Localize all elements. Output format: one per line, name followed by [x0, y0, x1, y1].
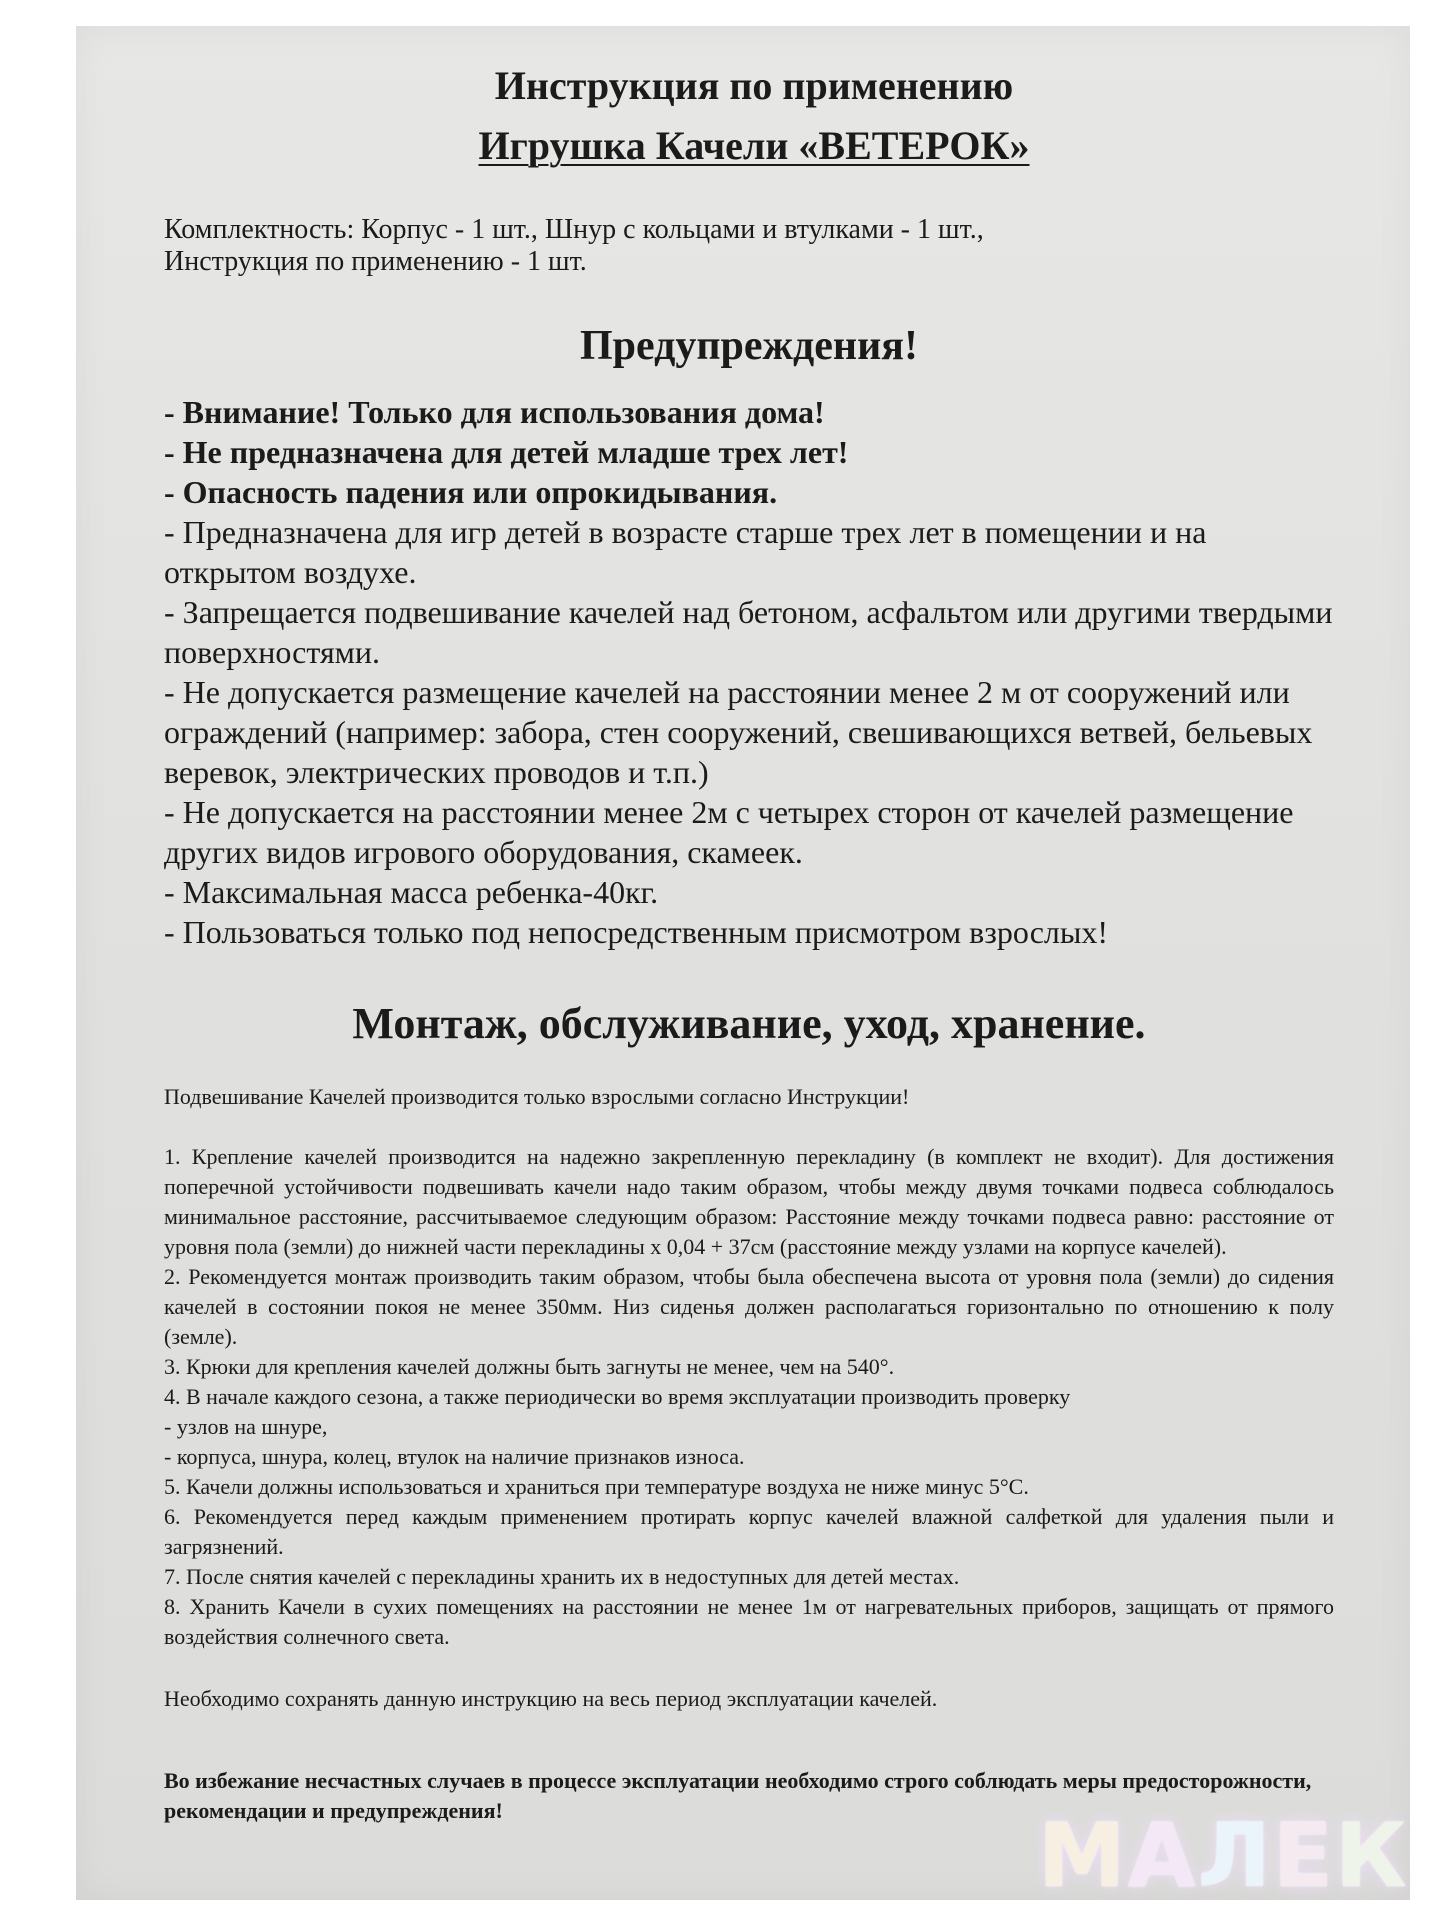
- warning-item: - Не предназначена для детей младше трех лет!: [164, 434, 849, 470]
- step-item: 8. Хранить Качели в сухих помещениях на расстоянии не менее 1м от нагревательных приборов, защищать от прямого воздействия солнечного света.: [164, 1594, 1334, 1649]
- warning-item: - Запрещается подвешивание качелей над бетоном, асфальтом или другими твердыми поверхностями.: [164, 594, 1333, 670]
- step-item: 7. После снятия качелей с перекладины хранить их в недоступных для детей местах.: [164, 1564, 960, 1589]
- warnings-heading: Предупреждения!: [579, 323, 918, 369]
- watermark-letter: М: [1038, 1804, 1128, 1907]
- step-item: 6. Рекомендуется перед каждым применением протирать корпус качелей влажной салфеткой для удаления пыли и загрязнений.: [164, 1504, 1334, 1559]
- warnings-list: [164, 392, 1334, 952]
- step-item: 1. Крепление качелей производится на надежно закрепленную перекладину (в комплект не входит). Для достижения поперечной устойчивости подвешивать качели надо таким образом, чтобы между двумя точками подвеса соблюдалось минимальное расстояние, рассчитываемое следующим образом: Расстояние между точками подвеса равно: расстояние от уровня пола (земли) до нижней части перекладины х 0,04 + 37см (расстояние между узлами на корпусе качелей).: [164, 1144, 1334, 1259]
- watermark-letter: А: [1127, 1804, 1198, 1907]
- watermark-letter: К: [1334, 1804, 1409, 1907]
- watermark-letter: Е: [1272, 1804, 1335, 1907]
- document-content: [164, 56, 1334, 1826]
- malek-watermark-logo: [1038, 1804, 1420, 1907]
- safety-note: Во избежание несчастных случаев в процессе эксплуатации необходимо строго соблюдать меры предосторожности, рекомендации и предупреждения!: [164, 1768, 1312, 1823]
- step-subitem: - корпуса, шнура, колец, втулок на наличие признаков износа.: [164, 1444, 745, 1469]
- watermark-letter: Л: [1197, 1804, 1273, 1907]
- document-title: Инструкция по применению: [494, 63, 1014, 108]
- kit-contents: [164, 214, 1334, 278]
- step-item: 3. Крюки для крепления качелей должны быть загнуты не менее, чем на 540°.: [164, 1354, 895, 1379]
- warning-item: - Опасность падения или опрокидывания.: [164, 474, 778, 510]
- warning-item: - Внимание! Только для использования дома!: [164, 394, 825, 430]
- keep-instruction-note: Необходимо сохранять данную инструкцию на весь период эксплуатации качелей.: [164, 1686, 938, 1711]
- step-item: 4. В начале каждого сезона, а также периодически во время эксплуатации производить проверку: [164, 1384, 1071, 1409]
- kit-line: Инструкция по применению - 1 шт.: [164, 246, 587, 277]
- step-subitem: - узлов на шнуре,: [164, 1414, 328, 1439]
- warning-item: - Не допускается на расстоянии менее 2м с четырех сторон от качелей размещение других видов игрового оборудования, скамеек.: [164, 794, 1294, 870]
- installation-heading: Монтаж, обслуживание, уход, хранение.: [352, 999, 1146, 1048]
- warning-item: - Предназначена для игр детей в возрасте старше трех лет в помещении и на открытом воздухе.: [164, 514, 1207, 590]
- step-item: 5. Качели должны использоваться и храниться при температуре воздуха не ниже минус 5°С.: [164, 1474, 1029, 1499]
- kit-line: Комплектность: Корпус - 1 шт., Шнур с кольцами и втулками - 1 шт.,: [164, 214, 984, 245]
- instruction-sheet: [76, 26, 1410, 1900]
- warning-item: - Максимальная масса ребенка-40кг.: [164, 874, 659, 910]
- product-name: Игрушка Качели «ВЕТЕРОК»: [478, 123, 1030, 168]
- step-item: 2. Рекомендуется монтаж производить таким образом, чтобы была обеспечена высота от уровня пола (земли) до сидения качелей в состоянии покоя не менее 350мм. Низ сиденья должен располагаться горизонтально по отношению к полу (земле).: [164, 1264, 1334, 1349]
- warning-item: - Не допускается размещение качелей на расстоянии менее 2 м от сооружений или ограждений (например: забора, стен сооружений, свешивающихся ветвей, бельевых веревок, электрических проводов и т.п.): [164, 674, 1313, 790]
- warning-item: - Пользоваться только под непосредственным присмотром взрослых!: [164, 914, 1109, 950]
- installation-intro: Подвешивание Качелей производится только взрослыми согласно Инструкции!: [164, 1084, 910, 1109]
- installation-steps: [164, 1142, 1334, 1652]
